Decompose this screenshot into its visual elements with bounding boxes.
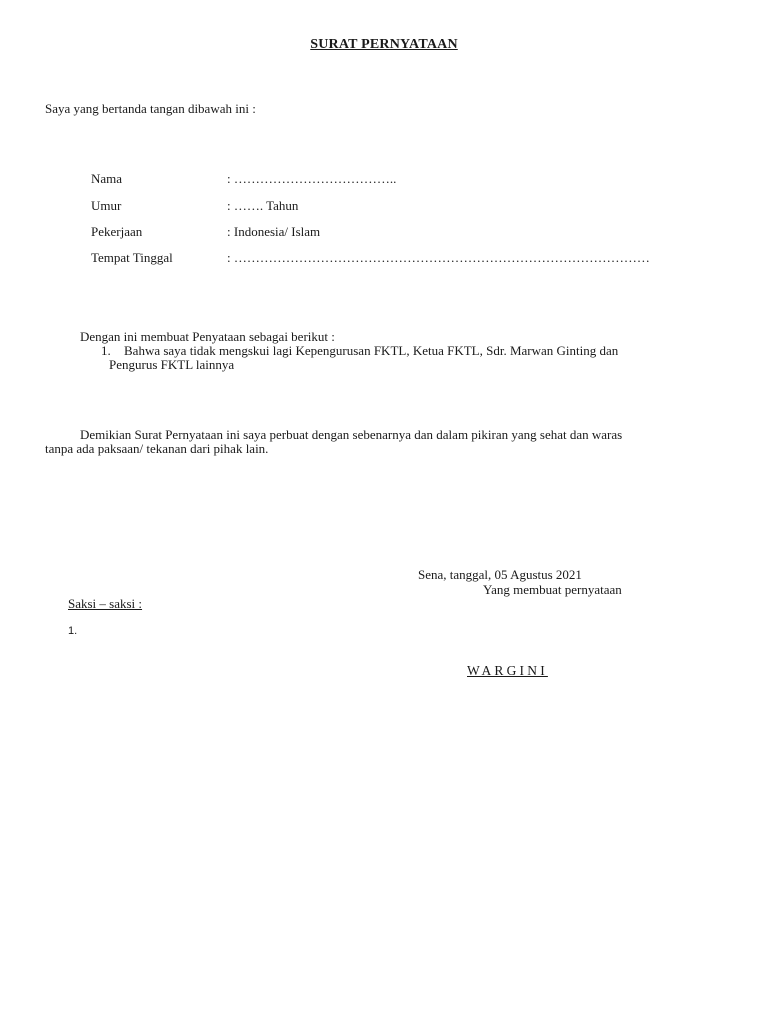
field-label-tempat-tinggal: Tempat Tinggal [91, 250, 173, 265]
field-value-tempat-tinggal: : …………………………………………………………………………………… [227, 250, 650, 265]
field-value-pekerjaan: : Indonesia/ Islam [227, 224, 321, 239]
signer-name: WARGINI [467, 663, 548, 678]
intro-text: Saya yang bertanda tangan dibawah ini : [45, 101, 256, 116]
witness-item: 1. [68, 625, 78, 637]
field-value-nama: : ……………………………….. [227, 171, 397, 186]
statement-text-line-1: Bahwa saya tidak mengskui lagi Kepengurusan FKTL, Ketua FKTL, Sdr. Marwan Ginting dan [124, 343, 619, 358]
closing-text-line-1: Demikian Surat Pernyataan ini saya perbuat dengan sebenarnya dan dalam pikiran yang sehat dan waras [80, 427, 623, 442]
statement-text-line-2: Pengurus FKTL lainnya [109, 357, 235, 372]
witness-heading: Saksi – saksi : [68, 596, 143, 611]
statement-intro: Dengan ini membuat Penyataan sebagai berikut : [80, 329, 335, 344]
field-value-umur: : ……. Tahun [227, 198, 299, 213]
closing-text-line-2: tanpa ada paksaan/ tekanan dari pihak lain. [45, 441, 269, 456]
document-title: SURAT PERNYATAAN [310, 37, 458, 52]
statement-number: 1. [101, 343, 111, 358]
signer-caption: Yang membuat pernyataan [483, 582, 622, 597]
field-label-umur: Umur [91, 198, 122, 213]
field-label-nama: Nama [91, 171, 123, 186]
field-label-pekerjaan: Pekerjaan [91, 224, 143, 239]
place-date: Sena, tanggal, 05 Agustus 2021 [418, 567, 582, 582]
